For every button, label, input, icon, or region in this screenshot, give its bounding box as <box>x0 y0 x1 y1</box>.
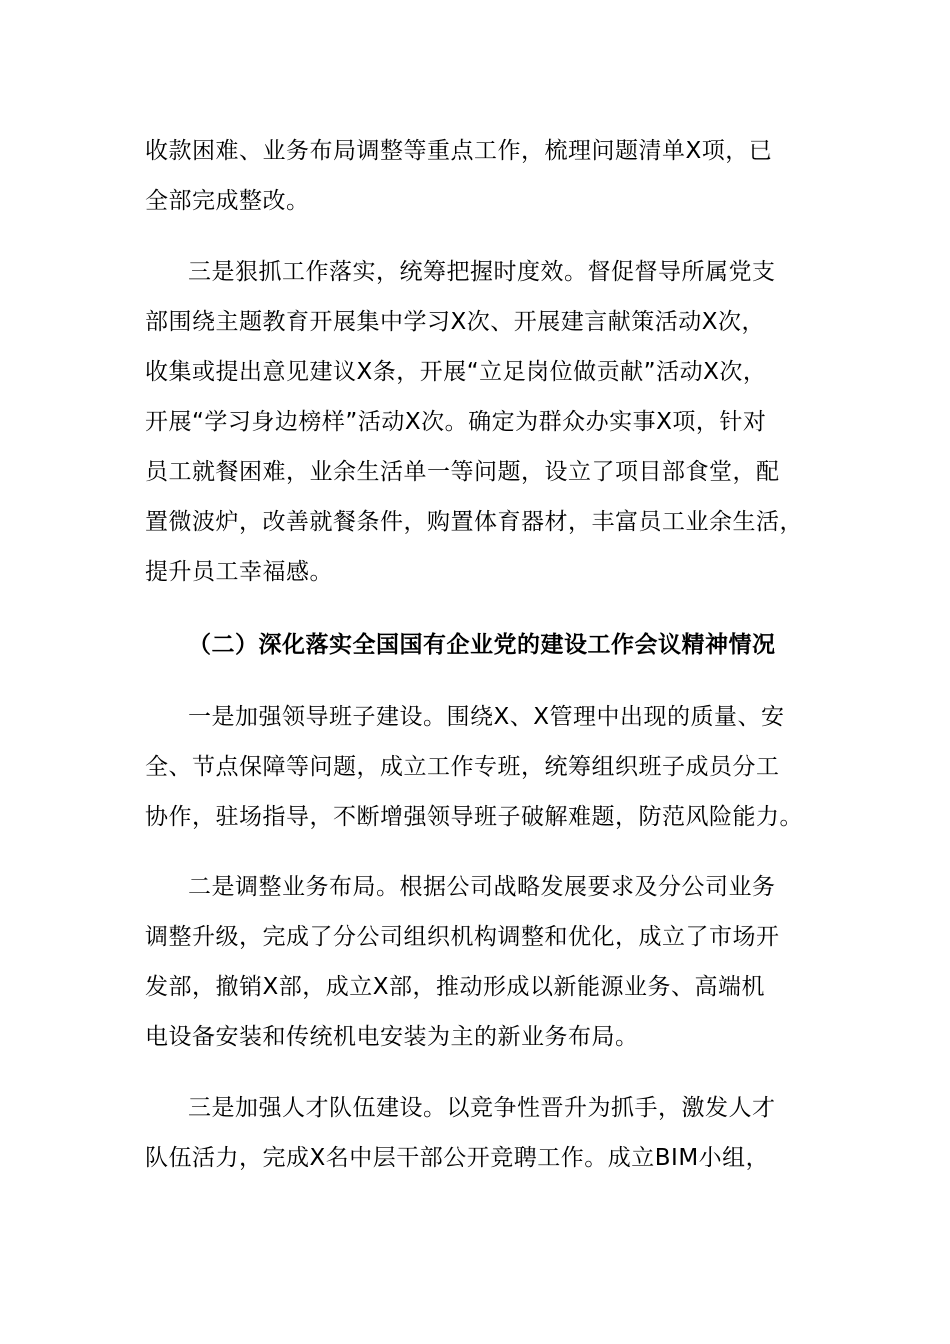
paragraph-line: 置微波炉，改善就餐条件，购置体育器材，丰富员工业余生活， <box>145 509 803 535</box>
paragraph-line: 部围绕主题教育开展集中学习X次、开展建言献策活动X次， <box>145 309 766 335</box>
paragraph-line: 二是调整业务布局。根据公司战略发展要求及分公司业务 <box>188 874 776 900</box>
paragraph-line: 一是加强领导班子建设。围绕X、X管理中出现的质量、安 <box>188 704 785 730</box>
paragraph-line: 电设备安装和传统机电安装为主的新业务布局。 <box>145 1024 639 1050</box>
paragraph-line: 全、节点保障等问题，成立工作专班，统筹组织班子成员分工 <box>145 754 780 780</box>
paragraph-line: 三是加强人才队伍建设。以竞争性晋升为抓手，激发人才 <box>188 1095 776 1121</box>
paragraph-line: 提升员工幸福感。 <box>145 559 333 585</box>
paragraph-line: 开展“学习身边榜样”活动X次。确定为群众办实事X项，针对 <box>145 409 767 435</box>
paragraph-line: 收集或提出意见建议X条，开展“立足岗位做贡献”活动X次， <box>145 359 767 385</box>
paragraph-line: 发部，撤销X部，成立X部，推动形成以新能源业务、高端机 <box>145 974 766 1000</box>
paragraph-line: 协作，驻场指导，不断增强领导班子破解难题，防范风险能力。 <box>145 804 803 830</box>
paragraph-line: 收款困难、业务布局调整等重点工作，梳理问题清单X项，已 <box>145 138 773 164</box>
paragraph-line: 员工就餐困难，业余生活单一等问题，设立了项目部食堂，配 <box>145 459 780 485</box>
paragraph-line: 调整升级，完成了分公司组织机构调整和优化，成立了市场开 <box>145 924 780 950</box>
paragraph-line: 队伍活力，完成X名中层干部公开竞聘工作。成立BIM小组， <box>145 1145 770 1171</box>
section-heading: （二）深化落实全国国有企业党的建设工作会议精神情况 <box>188 632 776 658</box>
paragraph-line: 三是狠抓工作落实，统筹把握时度效。督促督导所属党支 <box>188 259 776 285</box>
paragraph-line: 全部完成整改。 <box>145 188 310 214</box>
